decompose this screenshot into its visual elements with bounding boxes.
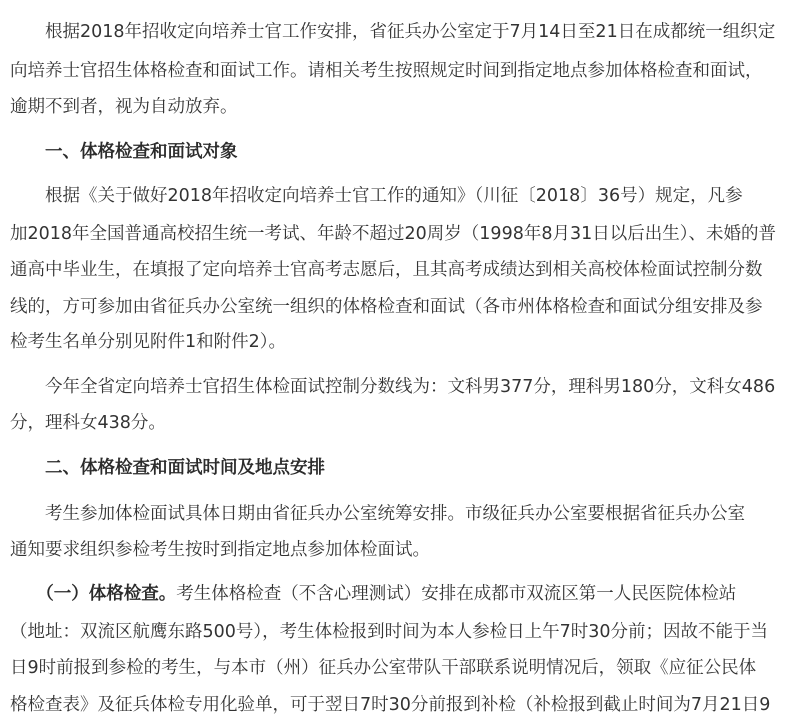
section-heading: 二、体格检查和面试时间及地点安排 — [10, 458, 325, 478]
paragraph-line: 根据2018年招收定向培养士官工作安排，省征兵办公室定于7月14日至21日在成都统一组织定 — [10, 22, 776, 42]
paragraph-line: 通高中毕业生，在填报了定向培养士官高考志愿后，且其高考成绩达到相关高校体检面试控制分数 — [10, 260, 763, 280]
document-body — [10, 0, 782, 721]
paragraph-line: （地址：双流区航鹰东路500号），考生体检报到时间为本人参检日上午7时30分前；因故不能于当 — [10, 622, 769, 642]
section-heading: 一、体格检查和面试对象 — [10, 142, 238, 162]
paragraph-line: 根据《关于做好2018年招收定向培养士官工作的通知》（川征〔2018〕36号）规定，凡参 — [10, 186, 743, 206]
paragraph-line: 格检查表》及征兵体检专用化验单，可于翌日7时30分前报到补检（补检报到截止时间为7月21日9 — [10, 695, 771, 715]
paragraph-text: 考生体格检查（不含心理测试）安排在成都市双流区第一人民医院体检站 — [176, 584, 737, 604]
paragraph-line: 分，理科女438分。 — [10, 413, 166, 433]
paragraph-line: 日9时前报到参检的考生，与本市（州）征兵办公室带队干部联系说明情况后，领取《应征公民体 — [10, 658, 757, 678]
paragraph-line: 今年全省定向培养士官招生体检面试控制分数线为：文科男377分，理科男180分，文科女486 — [10, 377, 776, 397]
paragraph-line: 检考生名单分别见附件1和附件2）。 — [10, 332, 287, 352]
paragraph-line: 加2018年全国普通高校招生统一考试、年龄不超过20周岁（1998年8月31日以后出生）、未婚的普 — [10, 224, 776, 244]
paragraph-line: 通知要求组织参检考生按时到指定地点参加体检面试。 — [10, 540, 430, 560]
paragraph-line: 向培养士官招生体格检查和面试工作。请相关考生按照规定时间到指定地点参加体格检查和面试， — [10, 61, 763, 81]
paragraph-line — [10, 582, 736, 606]
subsection-lead: （一）体格检查。 — [10, 584, 177, 604]
paragraph-line: 考生参加体检面试具体日期由省征兵办公室统筹安排。市级征兵办公室要根据省征兵办公室 — [10, 504, 745, 524]
paragraph-line: 逾期不到者，视为自动放弃。 — [10, 97, 238, 117]
paragraph-line: 线的，方可参加由省征兵办公室统一组织的体格检查和面试（各市州体格检查和面试分组安排及参 — [10, 297, 763, 317]
